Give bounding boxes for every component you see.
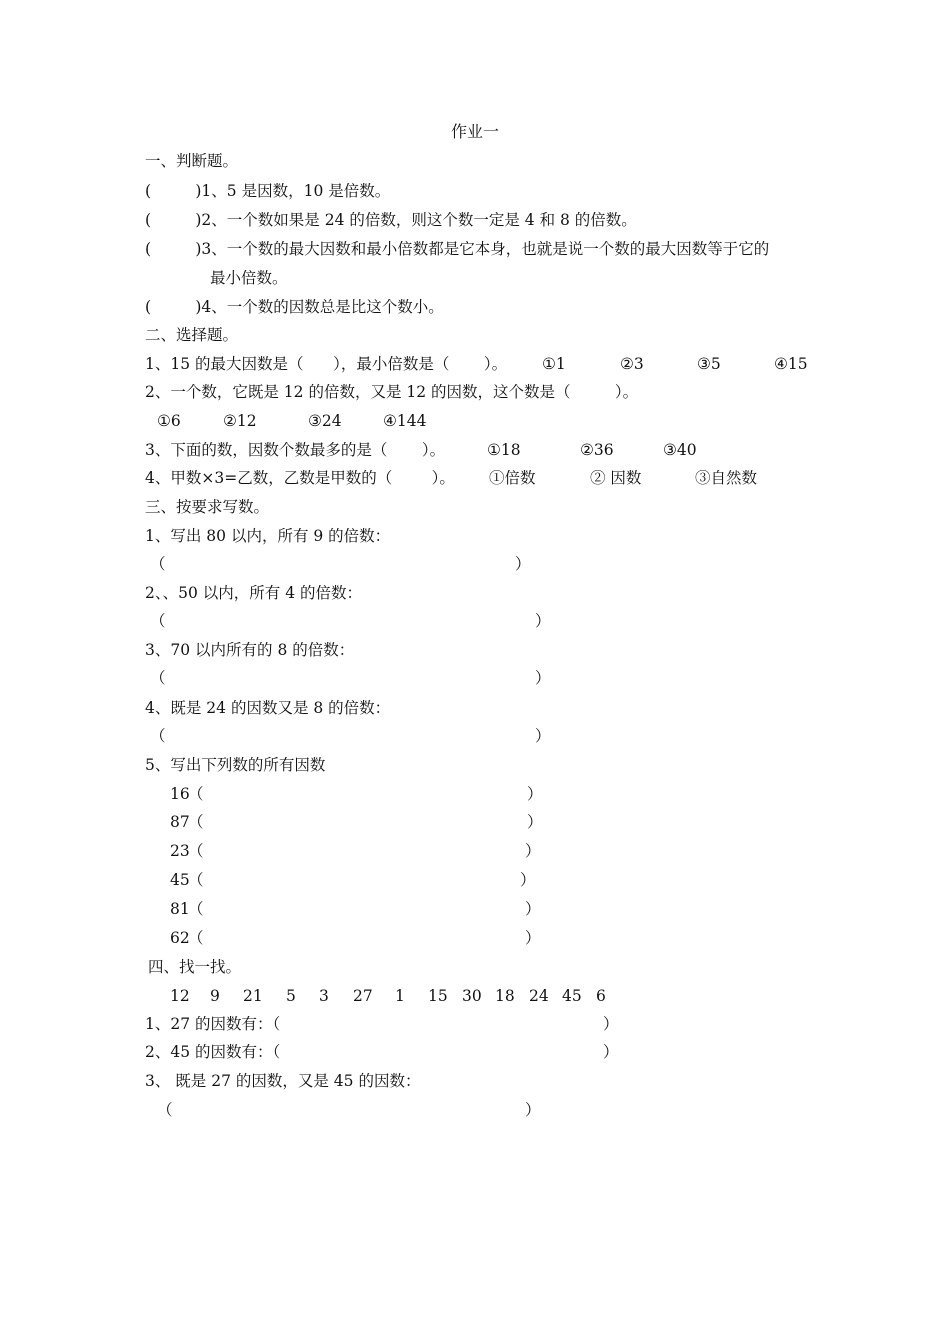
- pool-number: 18: [495, 987, 515, 1005]
- find-q2-close: ）: [603, 1043, 619, 1061]
- judge-item-2: ( )2、一个数如果是 24 的倍数，则这个数一定是 4 和 8 的倍数。: [145, 211, 637, 229]
- factor-87-open: （: [188, 813, 204, 831]
- choice-q1-opt-1: ①1: [542, 355, 566, 373]
- choice-q1: 1、15 的最大因数是（ ），最小倍数是（ ）。: [145, 355, 508, 373]
- write-q4-close: ）: [535, 727, 551, 745]
- factor-87-close: ）: [527, 813, 543, 831]
- section-2-heading: 二、选择题。: [145, 326, 239, 344]
- factor-number-81: 81: [170, 900, 190, 918]
- factor-number-23: 23: [170, 842, 190, 860]
- factor-number-62: 62: [170, 929, 190, 947]
- find-q3-open: （: [157, 1101, 173, 1119]
- choice-q1-opt-2: ②3: [620, 355, 644, 373]
- choice-q3-opt-1: ①18: [487, 441, 521, 459]
- factor-81-close: ）: [525, 900, 541, 918]
- pool-number: 12: [170, 987, 190, 1005]
- pool-number: 30: [462, 987, 482, 1005]
- factor-23-close: ）: [525, 842, 541, 860]
- write-q1-open: （: [150, 555, 166, 573]
- choice-q4: 4、甲数×3=乙数，乙数是甲数的（ ）。: [145, 469, 455, 487]
- pool-number: 3: [319, 987, 329, 1005]
- judge-item-3-cont: 最小倍数。: [210, 269, 288, 287]
- pool-number: 21: [243, 987, 263, 1005]
- choice-q2-opt-4: ④144: [383, 412, 427, 430]
- write-q4-open: （: [150, 727, 166, 745]
- pool-number: 6: [596, 987, 606, 1005]
- find-q1-close: ）: [603, 1015, 619, 1033]
- section-4-heading: 四、找一找。: [148, 958, 242, 976]
- write-q2: 2、、50 以内，所有 4 的倍数：: [145, 584, 362, 602]
- factor-62-open: （: [188, 929, 204, 947]
- factor-16-open: （: [188, 785, 204, 803]
- judge-item-4: ( )4、一个数的因数总是比这个数小。: [145, 298, 444, 316]
- judge-item-1: ( )1、5 是因数，10 是倍数。: [145, 182, 391, 200]
- choice-q2-opt-2: ②12: [223, 412, 257, 430]
- factor-number-45: 45: [170, 871, 190, 889]
- choice-q4-opt-1: ①倍数: [489, 469, 536, 487]
- write-q4: 4、既是 24 的因数又是 8 的倍数：: [145, 699, 391, 717]
- write-q1-close: ）: [515, 555, 531, 573]
- factor-number-16: 16: [170, 785, 190, 803]
- choice-q2-opt-3: ③24: [308, 412, 342, 430]
- find-q3: 3、 既是 27 的因数，又是 45 的因数：: [145, 1072, 421, 1090]
- pool-number: 15: [428, 987, 448, 1005]
- pool-number: 24: [529, 987, 549, 1005]
- pool-number: 1: [395, 987, 405, 1005]
- choice-q3: 3、下面的数，因数个数最多的是（ ）。: [145, 441, 446, 459]
- factor-number-87: 87: [170, 813, 190, 831]
- find-q2: 2、45 的因数有：（: [145, 1043, 281, 1061]
- choice-q2-opt-1: ①6: [157, 412, 181, 430]
- choice-q4-opt-2: ② 因数: [590, 469, 642, 487]
- choice-q3-opt-3: ③40: [663, 441, 697, 459]
- write-q3: 3、70 以内所有的 8 的倍数：: [145, 641, 355, 659]
- judge-item-3: ( )3、一个数的最大因数和最小倍数都是它本身，也就是说一个数的最大因数等于它的: [145, 240, 770, 258]
- page-title: 作业一: [450, 122, 499, 141]
- factor-45-open: （: [188, 871, 204, 889]
- find-q3-close: ）: [525, 1101, 541, 1119]
- write-q3-open: （: [150, 669, 166, 687]
- section-1-heading: 一、判断题。: [145, 152, 239, 170]
- factor-16-close: ）: [527, 785, 543, 803]
- write-q3-close: ）: [535, 669, 551, 687]
- write-q2-close: ）: [535, 612, 551, 630]
- factor-23-open: （: [188, 842, 204, 860]
- choice-q4-opt-3: ③自然数: [695, 469, 758, 487]
- factor-81-open: （: [188, 900, 204, 918]
- write-q2-open: （: [150, 612, 166, 630]
- section-3-heading: 三、按要求写数。: [145, 498, 270, 516]
- pool-number: 9: [210, 987, 220, 1005]
- choice-q1-opt-3: ③5: [697, 355, 721, 373]
- pool-number: 27: [353, 987, 373, 1005]
- write-q5: 5、写出下列数的所有因数: [145, 756, 326, 774]
- write-q1: 1、写出 80 以内，所有 9 的倍数：: [145, 527, 391, 545]
- choice-q1-opt-4: ④15: [774, 355, 808, 373]
- factor-45-close: ）: [520, 871, 536, 889]
- choice-q2: 2、一个数，它既是 12 的倍数，又是 12 的因数，这个数是（ ）。: [145, 383, 639, 401]
- pool-number: 5: [286, 987, 296, 1005]
- factor-62-close: ）: [525, 929, 541, 947]
- find-q1: 1、27 的因数有：（: [145, 1015, 281, 1033]
- choice-q3-opt-2: ②36: [580, 441, 614, 459]
- pool-number: 45: [562, 987, 582, 1005]
